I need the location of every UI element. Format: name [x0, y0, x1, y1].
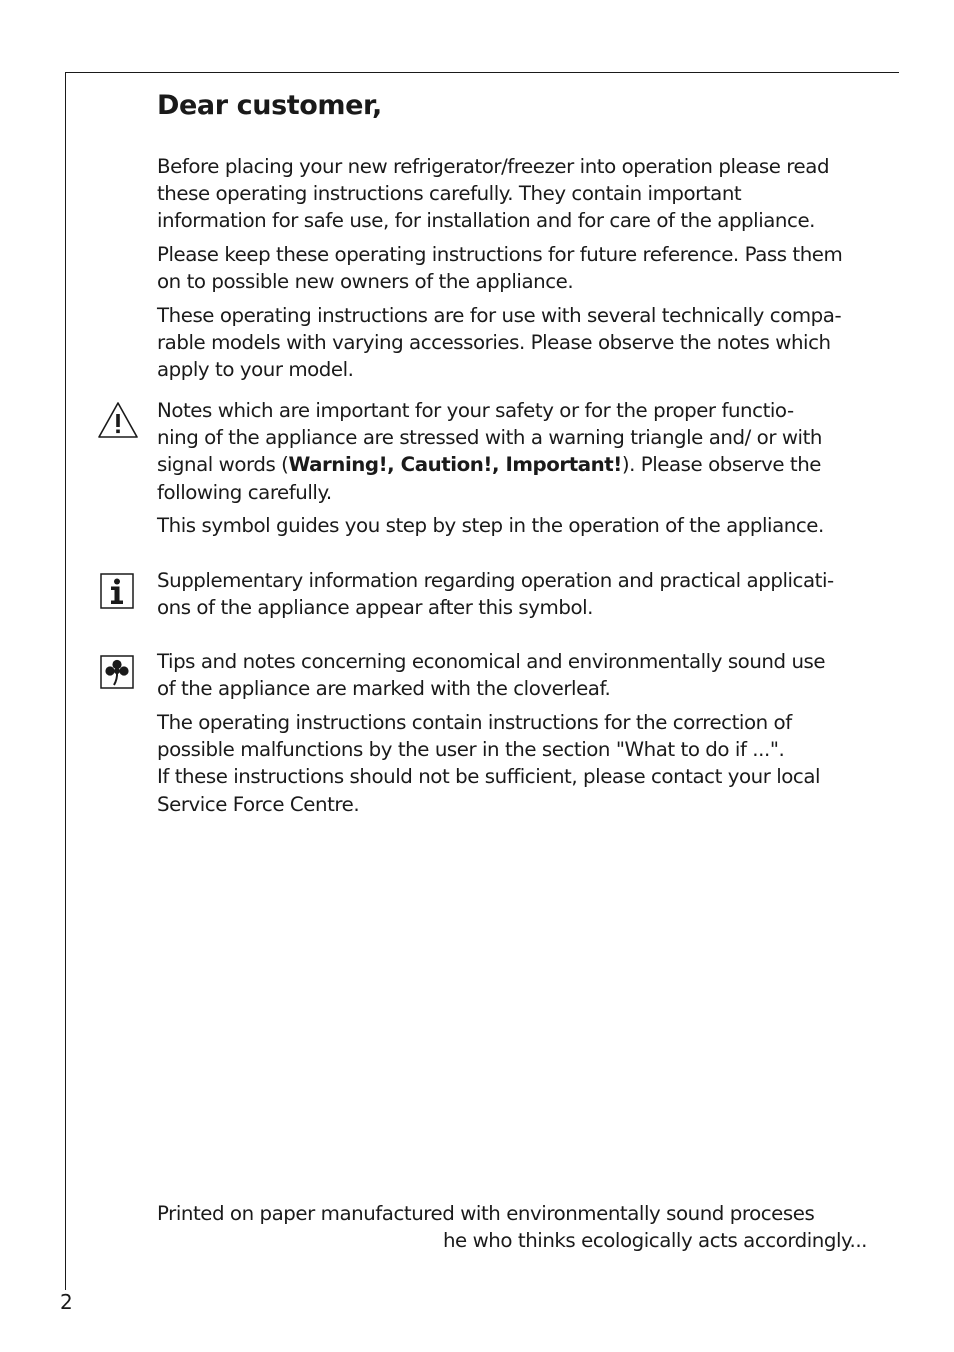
left-margin-rule	[65, 72, 66, 1290]
step-paragraph	[157, 512, 897, 539]
text-line: following carefully.	[157, 480, 332, 504]
warning-triangle-icon	[96, 400, 140, 440]
text-line: Notes which are important for your safety or for the proper functio-	[157, 399, 794, 422]
keep-instructions-paragraph	[157, 241, 897, 295]
signal-words-prefix: signal words (	[157, 453, 289, 477]
cloverleaf-icon	[100, 655, 134, 689]
footer-printed-note: Printed on paper manufactured with environmentally sound proceses	[157, 1202, 815, 1225]
text-line: ning of the appliance are stressed with a warning triangle and/ or with	[157, 426, 823, 450]
text-line: information for safe use, for installation and for care of the appliance.	[157, 209, 815, 233]
text-line: Service Force Centre.	[157, 792, 360, 816]
info-icon	[100, 573, 134, 609]
text-line: rable models with varying accessories. Please observe the notes which	[157, 331, 831, 355]
text-line: These operating instructions are for use with several technically compa-	[157, 304, 842, 327]
text-line: these operating instructions carefully. They contain important	[157, 182, 742, 206]
models-paragraph	[157, 302, 897, 384]
text-line: The operating instructions contain instructions for the correction of	[157, 711, 792, 734]
text-line: possible malfunctions by the user in the section "What to do if ...".	[157, 738, 785, 762]
signal-words-suffix: ). Please observe the	[621, 453, 822, 477]
text-line: This symbol guides you step by step in the operation of the appliance.	[157, 514, 824, 537]
top-rule	[65, 72, 899, 73]
cloverleaf-paragraph	[157, 648, 897, 702]
text-line: Before placing your new refrigerator/freezer into operation please read	[157, 155, 830, 178]
text-line: Supplementary information regarding operation and practical applicati-	[157, 569, 834, 592]
signal-words: Warning!, Caution!, Important!	[288, 453, 622, 477]
info-paragraph	[157, 567, 897, 621]
page-number: 2	[60, 1290, 73, 1314]
text-line: on to possible new owners of the appliance.	[157, 270, 574, 294]
footer-slogan: he who thinks ecologically acts accordingly...	[442, 1229, 867, 1252]
text-line: Please keep these operating instructions for future reference. Pass them	[157, 243, 843, 266]
text-line: of the appliance are marked with the cloverleaf.	[157, 677, 611, 701]
page-title: Dear customer,	[157, 90, 382, 121]
text-line: If these instructions should not be sufficient, please contact your local	[157, 765, 821, 789]
text-line: ons of the appliance appear after this symbol.	[157, 596, 593, 620]
warning-paragraph	[157, 397, 897, 506]
intro-paragraph	[157, 153, 897, 235]
text-line: Tips and notes concerning economical and environmentally sound use	[157, 650, 826, 673]
text-line	[157, 451, 897, 478]
malfunction-paragraph	[157, 709, 897, 818]
text-line: apply to your model.	[157, 358, 354, 382]
